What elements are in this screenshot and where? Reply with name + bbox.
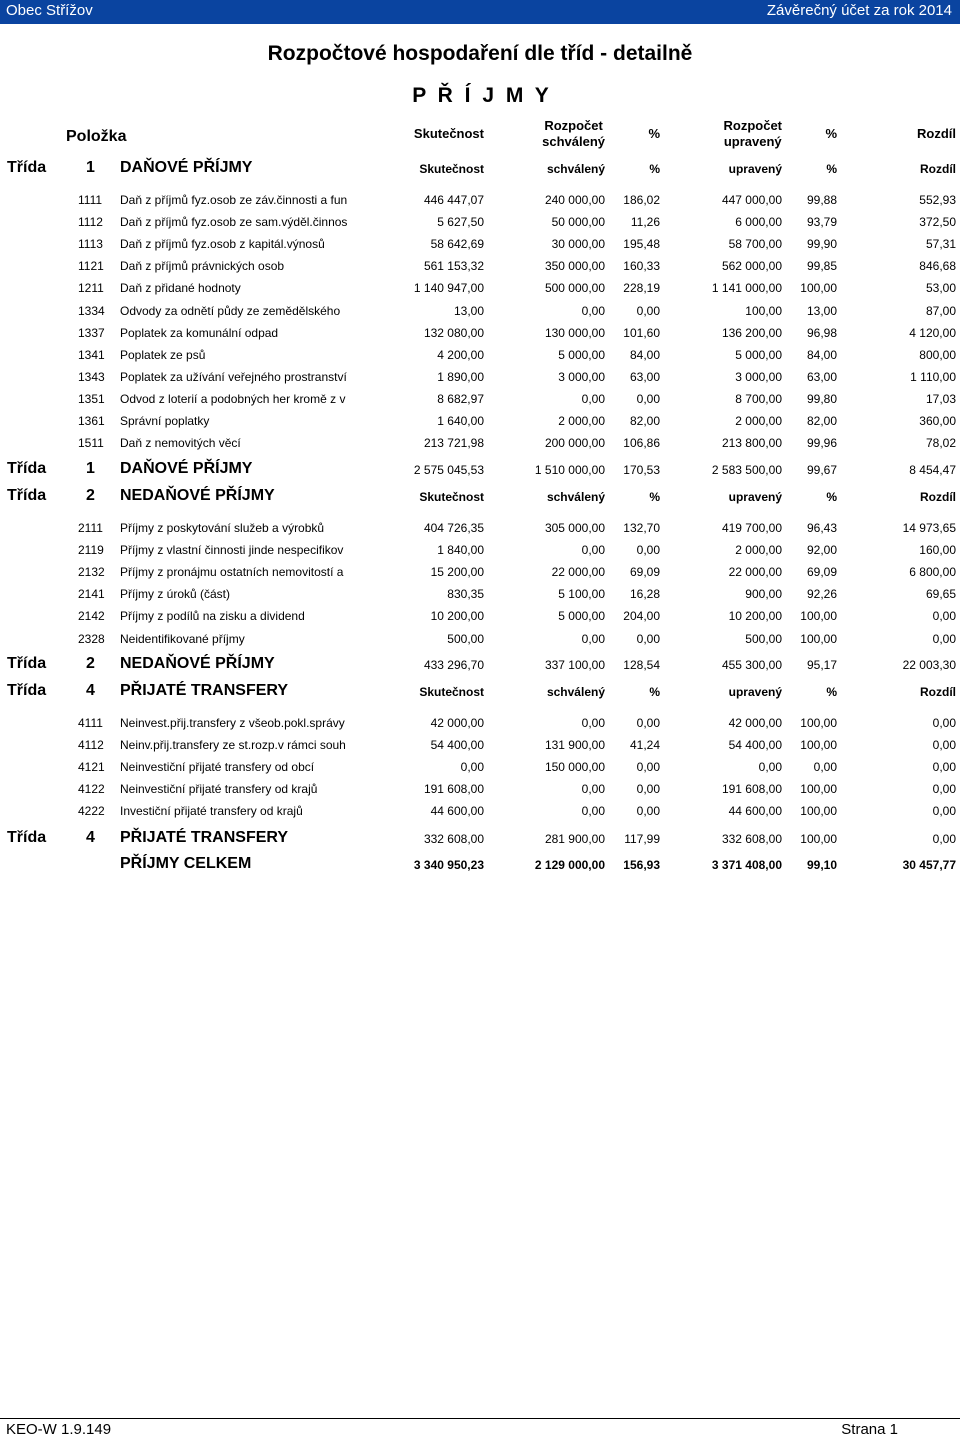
col-header-rozdil: Rozdíl: [917, 126, 956, 141]
item-name: Daň z příjmů právnických osob: [120, 259, 285, 274]
item-upraveny: 5 000,00: [735, 347, 782, 362]
item-rozdil: 57,31: [925, 237, 956, 252]
item-upraveny: 562 000,00: [721, 259, 782, 274]
item-name: Neinvest.přij.transfery z všeob.pokl.správy: [120, 716, 345, 730]
item-name: Daň z příjmů fyz.osob ze sam.výděl.činnos: [120, 215, 348, 230]
item-pct-upraveny: 13,00: [806, 303, 837, 318]
item-pct-schvaleny: 204,00: [623, 609, 660, 624]
item-pct-upraveny: 96,43: [806, 521, 837, 535]
item-rozdil: 0,00: [932, 631, 956, 646]
class-total-pct-schvaleny: 128,54: [623, 658, 660, 672]
item-pct-upraveny: 92,00: [806, 543, 837, 558]
item-skutecnost: 58 642,69: [430, 237, 484, 252]
item-name: Neinv.přij.transfery ze st.rozp.v rámci souh: [120, 738, 346, 753]
item-upraveny: 8 700,00: [735, 391, 782, 406]
item-upraveny: 22 000,00: [728, 565, 782, 580]
item-skutecnost: 1 640,00: [437, 414, 484, 428]
item-code: 1113: [78, 237, 103, 252]
table-row: [0, 782, 960, 800]
item-schvaleny: 0,00: [581, 631, 605, 646]
class-name: DAŇOVÉ PŘÍJMY: [120, 159, 253, 176]
table-row: [0, 193, 960, 211]
item-code: 2119: [78, 543, 104, 558]
class-number: 2: [86, 487, 95, 504]
col-header-rozpocet-schvaleny: Rozpočet schválený: [542, 118, 605, 149]
class-label: Třída: [7, 829, 47, 846]
class-header-rozdil: Rozdíl: [920, 685, 956, 699]
item-pct-upraveny: 99,96: [806, 436, 837, 451]
item-rozdil: 372,50: [919, 215, 956, 230]
item-skutecnost: 830,35: [447, 587, 484, 602]
item-schvaleny: 0,00: [581, 543, 605, 558]
class-header-row: [0, 487, 960, 511]
item-rozdil: 6 800,00: [909, 565, 956, 580]
page-number: Strana 1: [841, 1421, 898, 1438]
item-upraveny: 58 700,00: [728, 237, 782, 252]
class-header-row: [0, 682, 960, 706]
col-header-pct2: %: [825, 126, 837, 141]
item-skutecnost: 213 721,98: [423, 436, 484, 451]
item-rozdil: 17,03: [925, 391, 956, 406]
item-rozdil: 4 120,00: [909, 325, 956, 340]
item-name: Poplatek ze psů: [120, 347, 206, 362]
item-code: 1341: [78, 347, 105, 362]
item-schvaleny: 305 000,00: [544, 521, 605, 535]
item-pct-upraveny: 99,80: [806, 391, 837, 406]
item-pct-schvaleny: 0,00: [636, 391, 660, 406]
item-skutecnost: 1 890,00: [437, 369, 484, 384]
class-total-schvaleny: 1 510 000,00: [534, 463, 605, 477]
item-schvaleny: 0,00: [581, 716, 605, 730]
item-skutecnost: 10 200,00: [430, 609, 484, 624]
item-upraveny: 191 608,00: [721, 782, 782, 797]
item-name: Příjmy z úroků (část): [120, 587, 231, 602]
item-upraveny: 54 400,00: [728, 738, 782, 753]
table-row: [0, 587, 960, 605]
item-upraveny: 2 000,00: [735, 543, 782, 558]
class-number: 4: [86, 829, 95, 846]
table-row: [0, 565, 960, 583]
item-rozdil: 0,00: [932, 738, 956, 753]
item-skutecnost: 500,00: [447, 631, 484, 646]
page-header: [0, 0, 960, 24]
item-code: 2132: [78, 565, 105, 580]
table-row: [0, 414, 960, 432]
class-total-skutecnost: 332 608,00: [423, 832, 484, 846]
item-name: Příjmy z vlastní činnosti jinde nespecifikov: [120, 543, 344, 558]
class-total-pct-upraveny: 95,17: [806, 658, 837, 672]
item-pct-upraveny: 93,79: [806, 215, 837, 230]
item-name: Poplatek za komunální odpad: [120, 325, 279, 340]
class-header-schvaleny: schválený: [546, 162, 605, 176]
item-pct-upraveny: 0,00: [813, 760, 837, 775]
item-code: 2141: [78, 587, 105, 602]
item-name: Příjmy z podílů na zisku a dividend: [120, 609, 305, 624]
class-total-pct-upraveny: 99,67: [806, 463, 837, 477]
item-schvaleny: 50 000,00: [551, 215, 605, 230]
item-skutecnost: 8 682,97: [437, 391, 484, 406]
item-upraveny: 0,00: [758, 760, 782, 775]
item-rozdil: 552,93: [919, 193, 956, 207]
item-skutecnost: 404 726,35: [423, 521, 484, 535]
item-pct-schvaleny: 11,26: [630, 215, 660, 230]
item-pct-schvaleny: 195,48: [623, 237, 660, 252]
class-header-rozdil: Rozdíl: [920, 490, 956, 504]
item-rozdil: 78,02: [925, 436, 956, 451]
item-code: 1351: [78, 391, 105, 406]
item-code: 1334: [78, 303, 105, 318]
item-schvaleny: 131 900,00: [544, 738, 605, 753]
grand-total-upraveny: 3 371 408,00: [711, 858, 782, 872]
item-code: 1111: [78, 193, 103, 207]
item-pct-upraveny: 96,98: [806, 325, 837, 340]
table-row: [0, 215, 960, 233]
item-name: Odvod z loterií a podobných her kromě z v: [120, 391, 346, 406]
table-row: [0, 804, 960, 822]
item-rozdil: 0,00: [932, 716, 956, 730]
class-total-pct-upraveny: 100,00: [800, 832, 837, 846]
class-header-pct-upraveny: %: [826, 490, 837, 504]
item-skutecnost: 42 000,00: [430, 716, 484, 730]
item-pct-upraveny: 92,26: [806, 587, 837, 602]
item-code: 1112: [78, 215, 103, 230]
table-row: [0, 237, 960, 255]
item-pct-schvaleny: 160,33: [623, 259, 660, 274]
item-name: Investiční přijaté transfery od krajů: [120, 804, 303, 819]
class-total-rozdil: 22 003,30: [902, 658, 956, 672]
report-name: Závěrečný účet za rok 2014: [766, 2, 952, 19]
item-pct-upraveny: 100,00: [800, 631, 837, 646]
item-pct-schvaleny: 228,19: [623, 281, 660, 296]
item-pct-schvaleny: 82,00: [629, 414, 660, 428]
item-code: 4122: [78, 782, 105, 797]
table-row: [0, 738, 960, 756]
class-label: Třída: [7, 655, 47, 672]
item-schvaleny: 240 000,00: [544, 193, 605, 207]
item-skutecnost: 191 608,00: [423, 782, 484, 797]
grand-total-schvaleny: 2 129 000,00: [534, 858, 605, 872]
grand-total-pct-upraveny: 99,10: [806, 858, 837, 872]
table-row: [0, 521, 960, 539]
class-name: PŘIJATÉ TRANSFERY: [120, 682, 289, 699]
table-row: [0, 281, 960, 299]
item-rozdil: 69,65: [925, 587, 956, 602]
class-total-upraveny: 332 608,00: [721, 832, 782, 846]
class-total-row: [0, 655, 960, 679]
table-row: [0, 370, 960, 388]
class-header-schvaleny: schválený: [546, 490, 605, 504]
item-pct-schvaleny: 0,00: [636, 303, 660, 318]
item-code: 4121: [78, 760, 105, 775]
item-code: 4112: [78, 738, 104, 753]
item-pct-upraveny: 82,00: [806, 414, 837, 428]
class-header-pct-upraveny: %: [826, 685, 837, 699]
table-row: [0, 716, 960, 734]
class-header-row: [0, 159, 960, 183]
table-row: [0, 348, 960, 366]
item-name: Daň z příjmů fyz.osob z kapitál.výnosů: [120, 237, 325, 252]
item-schvaleny: 0,00: [581, 804, 605, 819]
table-row: [0, 632, 960, 650]
item-rozdil: 0,00: [932, 804, 956, 819]
item-schvaleny: 130 000,00: [544, 325, 605, 340]
item-name: Neidentifikované příjmy: [120, 631, 245, 646]
col-header-skutecnost: Skutečnost: [413, 126, 484, 141]
item-pct-schvaleny: 0,00: [636, 716, 660, 730]
item-schvaleny: 3 000,00: [558, 369, 605, 384]
class-total-pct-schvaleny: 170,53: [623, 463, 660, 477]
item-pct-schvaleny: 63,00: [629, 369, 660, 384]
item-upraveny: 136 200,00: [721, 325, 782, 340]
table-row: [0, 609, 960, 627]
class-number: 4: [86, 682, 95, 699]
item-pct-upraveny: 100,00: [800, 609, 837, 624]
class-header-schvaleny: schválený: [546, 685, 605, 699]
item-pct-schvaleny: 0,00: [636, 760, 660, 775]
item-rozdil: 1 110,00: [910, 369, 956, 384]
item-rozdil: 0,00: [932, 760, 956, 775]
item-pct-upraveny: 100,00: [800, 738, 837, 753]
table-row: [0, 760, 960, 778]
grand-total-pct-schvaleny: 156,93: [623, 858, 660, 872]
item-upraveny: 2 000,00: [735, 414, 782, 428]
class-name: DAŇOVÉ PŘÍJMY: [120, 460, 253, 477]
table-row: [0, 392, 960, 410]
item-schvaleny: 5 100,00: [558, 587, 605, 602]
item-rozdil: 846,68: [919, 259, 956, 274]
class-total-upraveny: 455 300,00: [721, 658, 782, 672]
item-rozdil: 0,00: [932, 609, 956, 624]
item-schvaleny: 500 000,00: [544, 281, 605, 296]
item-rozdil: 14 973,65: [902, 521, 956, 535]
item-upraveny: 44 600,00: [728, 804, 782, 819]
item-name: Poplatek za užívání veřejného prostranství: [120, 369, 347, 384]
item-pct-schvaleny: 41,24: [629, 738, 660, 753]
item-upraveny: 500,00: [745, 631, 782, 646]
item-rozdil: 800,00: [919, 347, 956, 362]
item-schvaleny: 5 000,00: [558, 609, 605, 624]
item-skutecnost: 13,00: [453, 303, 484, 318]
item-pct-upraveny: 99,88: [806, 193, 837, 207]
item-skutecnost: 4 200,00: [437, 347, 484, 362]
item-pct-schvaleny: 84,00: [629, 347, 660, 362]
item-code: 2142: [78, 609, 105, 624]
grand-total-rozdil: 30 457,77: [902, 858, 956, 872]
item-pct-schvaleny: 106,86: [623, 436, 660, 451]
item-pct-schvaleny: 101,60: [623, 325, 660, 340]
item-schvaleny: 350 000,00: [544, 259, 605, 274]
item-rozdil: 87,00: [925, 303, 956, 318]
item-pct-upraveny: 99,90: [806, 237, 837, 252]
item-rozdil: 360,00: [919, 414, 956, 428]
item-schvaleny: 5 000,00: [558, 347, 605, 362]
item-schvaleny: 2 000,00: [558, 414, 605, 428]
table-row: [0, 259, 960, 277]
item-code: 2111: [78, 521, 103, 535]
class-number: 1: [86, 159, 95, 176]
item-schvaleny: 200 000,00: [544, 436, 605, 451]
item-schvaleny: 150 000,00: [544, 760, 605, 775]
item-name: Neinvestiční přijaté transfery od obcí: [120, 760, 315, 775]
table-row: [0, 436, 960, 454]
item-schvaleny: 0,00: [581, 782, 605, 797]
class-header-pct-upraveny: %: [826, 162, 837, 176]
item-skutecnost: 1 840,00: [437, 543, 484, 558]
table-row: [0, 326, 960, 344]
item-name: Správní poplatky: [120, 414, 210, 428]
item-upraveny: 1 141 000,00: [711, 281, 782, 296]
item-schvaleny: 22 000,00: [551, 565, 605, 580]
class-header-upraveny: upravený: [728, 162, 782, 176]
item-upraveny: 3 000,00: [735, 369, 782, 384]
class-total-row: [0, 829, 960, 853]
class-name: NEDAŇOVÉ PŘÍJMY: [120, 487, 275, 504]
item-rozdil: 160,00: [919, 543, 956, 558]
col-header-rozpocet-upraveny: Rozpočet upravený: [723, 118, 782, 149]
item-rozdil: 0,00: [932, 782, 956, 797]
item-upraveny: 419 700,00: [721, 521, 782, 535]
class-header-pct-schvaleny: %: [649, 162, 660, 176]
item-pct-upraveny: 100,00: [800, 804, 837, 819]
class-total-upraveny: 2 583 500,00: [711, 463, 782, 477]
page-title: Rozpočtové hospodaření dle tříd - detailně: [267, 42, 693, 65]
grand-total-skutecnost: 3 340 950,23: [413, 858, 484, 872]
class-total-skutecnost: 433 296,70: [423, 658, 484, 672]
item-pct-schvaleny: 0,00: [636, 631, 660, 646]
item-pct-schvaleny: 0,00: [636, 543, 660, 558]
class-total-schvaleny: 281 900,00: [544, 832, 605, 846]
item-code: 1361: [78, 414, 105, 428]
item-name: Příjmy z pronájmu ostatních nemovitostí a: [120, 565, 344, 580]
table-row: [0, 543, 960, 561]
item-code: 1337: [78, 325, 105, 340]
item-name: Odvody za odnětí půdy ze zemědělského: [120, 303, 341, 318]
class-header-upraveny: upravený: [728, 685, 782, 699]
item-pct-upraveny: 100,00: [800, 281, 837, 296]
item-pct-schvaleny: 16,28: [629, 587, 660, 602]
item-code: 1343: [78, 369, 105, 384]
item-pct-upraveny: 69,09: [806, 565, 837, 580]
item-skutecnost: 54 400,00: [430, 738, 484, 753]
class-number: 1: [86, 460, 95, 477]
class-number: 2: [86, 655, 95, 672]
class-header-pct-schvaleny: %: [649, 490, 660, 504]
item-skutecnost: 1 140 947,00: [413, 281, 484, 296]
item-upraveny: 6 000,00: [735, 215, 782, 230]
item-pct-upraveny: 63,00: [806, 369, 837, 384]
class-header-upraveny: upravený: [728, 490, 782, 504]
class-total-rozdil: 8 454,47: [909, 463, 956, 477]
item-pct-upraveny: 100,00: [800, 782, 837, 797]
item-upraveny: 447 000,00: [721, 193, 782, 207]
class-total-skutecnost: 2 575 045,53: [413, 463, 484, 477]
item-pct-upraveny: 100,00: [800, 716, 837, 730]
class-label: Třída: [7, 487, 47, 504]
grand-total-row: [0, 855, 960, 879]
item-upraveny: 10 200,00: [728, 609, 782, 624]
item-upraveny: 213 800,00: [721, 436, 782, 451]
class-header-skutecnost: Skutečnost: [419, 685, 484, 699]
class-total-schvaleny: 337 100,00: [544, 658, 605, 672]
item-pct-schvaleny: 0,00: [636, 782, 660, 797]
class-name: NEDAŇOVÉ PŘÍJMY: [120, 655, 275, 672]
item-pct-upraveny: 99,85: [806, 259, 837, 274]
item-code: 4222: [78, 804, 105, 819]
item-pct-schvaleny: 186,02: [623, 193, 660, 207]
item-skutecnost: 132 080,00: [423, 325, 484, 340]
item-schvaleny: 0,00: [581, 303, 605, 318]
item-upraveny: 42 000,00: [728, 716, 782, 730]
class-label: Třída: [7, 159, 47, 176]
item-name: Neinvestiční přijaté transfery od krajů: [120, 782, 318, 797]
item-name: Daň z nemovitých věcí: [120, 436, 241, 451]
item-upraveny: 900,00: [745, 587, 782, 602]
item-skutecnost: 0,00: [460, 760, 484, 775]
item-name: Daň z příjmů fyz.osob ze záv.činnosti a fun: [120, 193, 348, 207]
col-header-pct1: %: [648, 126, 660, 141]
class-label: Třída: [7, 460, 47, 477]
class-total-pct-schvaleny: 117,99: [624, 832, 660, 846]
item-skutecnost: 5 627,50: [437, 215, 484, 230]
class-total-rozdil: 0,00: [932, 832, 956, 846]
class-header-pct-schvaleny: %: [649, 685, 660, 699]
item-pct-schvaleny: 0,00: [636, 804, 660, 819]
class-name: PŘIJATÉ TRANSFERY: [120, 829, 289, 846]
class-total-row: [0, 460, 960, 484]
item-schvaleny: 30 000,00: [551, 237, 605, 252]
class-header-skutecnost: Skutečnost: [419, 490, 484, 504]
item-name: Příjmy z poskytování služeb a výrobků: [120, 521, 325, 535]
item-code: 1211: [78, 281, 104, 296]
item-schvaleny: 0,00: [581, 391, 605, 406]
item-pct-upraveny: 84,00: [806, 347, 837, 362]
item-name: Daň z přidané hodnoty: [120, 281, 241, 296]
municipality-name: Obec Střížov: [6, 2, 93, 19]
software-version: KEO-W 1.9.149: [6, 1421, 112, 1438]
item-skutecnost: 446 447,07: [423, 193, 484, 207]
class-header-skutecnost: Skutečnost: [419, 162, 484, 176]
item-skutecnost: 15 200,00: [430, 565, 484, 580]
item-code: 1121: [78, 259, 104, 274]
page-footer: [0, 1418, 960, 1437]
col-header-polozka: Položka: [66, 128, 127, 145]
item-rozdil: 53,00: [925, 281, 956, 296]
item-pct-schvaleny: 69,09: [629, 565, 660, 580]
table-row: [0, 304, 960, 322]
item-pct-schvaleny: 132,70: [623, 521, 660, 535]
item-skutecnost: 561 153,32: [423, 259, 484, 274]
item-code: 2328: [78, 631, 105, 646]
item-skutecnost: 44 600,00: [430, 804, 484, 819]
page-subtitle: P Ř Í J M Y: [412, 84, 552, 107]
item-code: 1511: [78, 436, 104, 451]
class-header-rozdil: Rozdíl: [920, 162, 956, 176]
item-code: 4111: [78, 716, 103, 730]
item-upraveny: 100,00: [745, 303, 782, 318]
grand-total-label: PŘÍJMY CELKEM: [120, 855, 252, 872]
class-label: Třída: [7, 682, 47, 699]
